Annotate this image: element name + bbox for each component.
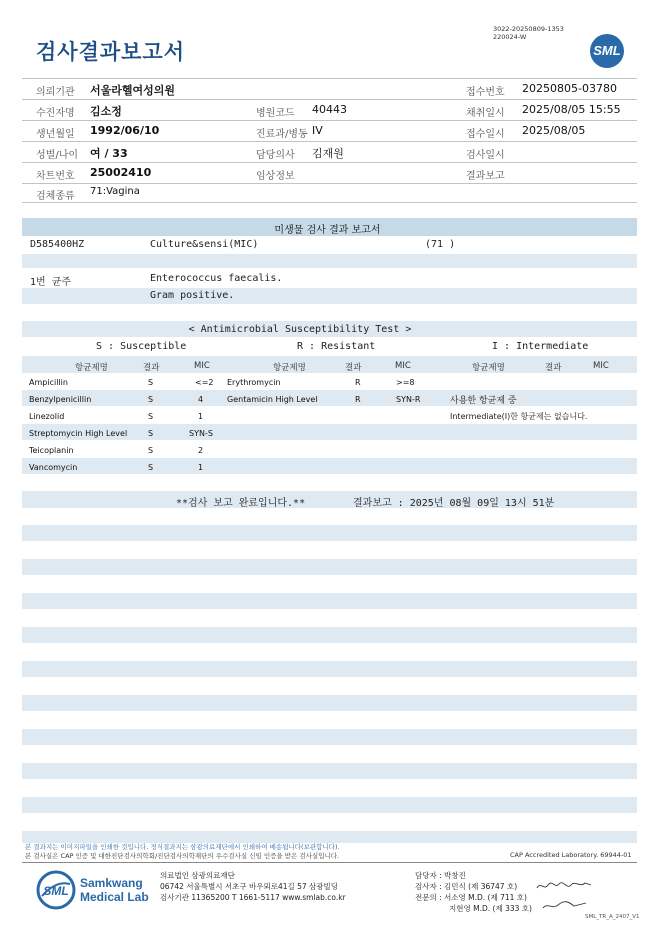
test-name: Culture&sensi(MIC) (150, 239, 259, 250)
drug-result: S (148, 412, 154, 421)
drug-name: Erythromycin (227, 378, 281, 387)
divider (22, 202, 637, 203)
signature-icon (540, 898, 590, 912)
dept-value: IV (312, 124, 323, 137)
drug-result: S (148, 446, 154, 455)
divider (22, 99, 637, 100)
report-title: 검사결과보고서 (36, 40, 186, 64)
receipt-no-label: 접수번호 (466, 87, 505, 98)
divider (22, 862, 637, 863)
hospital-code-value: 40443 (312, 103, 347, 116)
birth-value: 1992/06/10 (90, 124, 160, 137)
institution-value: 서울라헬여성의원 (90, 84, 176, 97)
receipt-date-value: 2025/08/05 (522, 124, 586, 137)
staff-specialist-2: 지현영 M.D. (제 333 호) (449, 904, 532, 913)
clinical-label: 임상정보 (256, 171, 295, 182)
doctor-label: 담당의사 (256, 150, 295, 161)
col-drug-3: 항균제명 (472, 363, 505, 373)
test-number: (71 ) (425, 239, 456, 250)
dept-label: 진료과/병동 (256, 129, 308, 140)
stripe (22, 695, 637, 711)
stripe (22, 458, 637, 474)
specimen-value: 71:Vagina (90, 186, 140, 197)
drug-mic: >=8 (396, 378, 415, 387)
org-info (160, 870, 346, 903)
collection-date-label: 채취일시 (466, 108, 505, 119)
legend-resistant: R : Resistant (297, 341, 376, 352)
drug-result: R (355, 378, 361, 387)
drug-mic: 1 (198, 412, 204, 421)
drug-mic: 4 (198, 395, 204, 404)
intermediate-note-line1: 사용한 항균제 중 (450, 396, 517, 406)
stripe (22, 254, 637, 268)
lab-info: 검사기관 11365200 T 1661-5117 www.smlab.co.kr (160, 893, 346, 902)
patient-value: 김소정 (90, 105, 122, 118)
stripe (22, 661, 637, 677)
col-result-2: 결과 (345, 363, 362, 373)
sml-logo-icon: SML (590, 34, 624, 68)
chart-label: 차트번호 (36, 171, 75, 182)
col-mic-1: MIC (194, 361, 210, 371)
drug-result: S (148, 429, 154, 438)
drug-name: Streptomycin High Level (29, 429, 128, 438)
col-drug-2: 항균제명 (273, 363, 306, 373)
drug-result: S (148, 395, 154, 404)
test-code: D585400HZ (30, 239, 85, 250)
test-date-label: 검사일시 (466, 150, 505, 161)
drug-name: Teicoplanin (29, 446, 74, 455)
drug-name: Ampicillin (29, 378, 68, 387)
specimen-label: 검체종류 (36, 191, 75, 202)
result-report-label: 결과보고 (466, 171, 505, 182)
drug-result: R (355, 395, 361, 404)
organism-label: 1번 균주 (30, 277, 72, 288)
divider (22, 141, 637, 142)
birth-label: 생년월일 (36, 129, 75, 140)
brand-name-line1: Samkwang (80, 876, 143, 890)
brand-name (80, 876, 149, 904)
drug-mic: <=2 (195, 378, 214, 387)
document-id (493, 25, 564, 41)
report-time: 결과보고 : 2025년 08월 09일 13시 51분 (353, 498, 555, 509)
institution-label: 의뢰기관 (36, 87, 75, 98)
stripe (22, 559, 637, 575)
stripe (22, 525, 637, 541)
form-code: SML_TR_A_2407_V1 (585, 914, 640, 920)
footer-notice-1: 본 결과지는 이미지파일을 인쇄한 것입니다. 정식결과지는 삼광의료재단에서 인쇄하여 배송됩니다(보관합니다). (25, 843, 340, 851)
divider (22, 120, 637, 121)
svg-text:SML: SML (43, 884, 69, 898)
col-result-3: 결과 (545, 363, 562, 373)
org-address: 06742 서울특별시 서초구 바우뫼로41길 57 삼광빌딩 (160, 882, 339, 891)
drug-name: Vancomycin (29, 463, 78, 472)
sml-logo-icon (36, 870, 76, 910)
chart-value: 25002410 (90, 166, 152, 179)
stripe (22, 729, 637, 745)
hospital-code-label: 병원코드 (256, 108, 295, 119)
stripe (22, 797, 637, 813)
stripe (22, 288, 637, 304)
stripe (22, 593, 637, 609)
col-drug-1: 항균제명 (75, 363, 108, 373)
drug-mic: 1 (198, 463, 204, 472)
footer-notice-2: 본 검사실은 CAP 인증 및 대한진단검사의학회/진단검사의학재단의 우수검사실 신임 인증을 받은 검사실입니다. (25, 852, 340, 860)
drug-name: Benzylpenicillin (29, 395, 92, 404)
doctor-value: 김재원 (312, 147, 344, 160)
staff-info (415, 870, 532, 914)
drug-mic: 2 (198, 446, 204, 455)
gram-stain: Gram positive. (150, 290, 235, 301)
col-result-1: 결과 (143, 363, 160, 373)
legend-intermediate: I : Intermediate (492, 341, 589, 352)
collection-date-value: 2025/08/05 15:55 (522, 103, 621, 116)
drug-result: S (148, 378, 154, 387)
staff-tester: 검사자 : 김민식 (제 36747 호) (415, 882, 518, 891)
micro-section-title: 미생물 검사 결과 보고서 (274, 225, 381, 236)
stripe (22, 763, 637, 779)
organism-name: Enterococcus faecalis. (150, 273, 283, 284)
receipt-date-label: 접수일시 (466, 129, 505, 140)
document-id-line2: 220024-W (493, 33, 527, 41)
sex-age-value: 여 / 33 (90, 147, 128, 160)
receipt-no-value: 20250805-03780 (522, 82, 617, 95)
patient-label: 수진자명 (36, 108, 75, 119)
drug-name: Gentamicin High Level (227, 395, 318, 404)
report-complete-text: **검사 보고 완료입니다.** (176, 498, 306, 509)
staff-contact: 담당자 : 박창진 (415, 871, 466, 880)
divider (22, 78, 637, 79)
document-id-line1: 3022-20250809-1353 (493, 25, 564, 33)
col-mic-2: MIC (395, 361, 411, 371)
drug-mic: SYN-R (396, 395, 421, 404)
drug-result: S (148, 463, 154, 472)
ast-title: < Antimicrobial Susceptibility Test > (188, 324, 412, 335)
col-mic-3: MIC (593, 361, 609, 371)
drug-mic: SYN-S (189, 429, 213, 438)
brand-name-line2: Medical Lab (80, 890, 149, 904)
divider (22, 162, 637, 163)
cap-accreditation: CAP Accredited Laboratory. 69944-01 (510, 851, 632, 859)
sex-age-label: 성별/나이 (36, 150, 79, 161)
staff-specialist-1: 전문의 : 서소영 M.D. (제 711 호) (415, 893, 527, 902)
legend-susceptible: S : Susceptible (96, 341, 187, 352)
stripe (22, 390, 637, 406)
drug-name: Linezolid (29, 412, 65, 421)
stripe (22, 627, 637, 643)
org-name: 의료법인 삼광의료재단 (160, 871, 235, 880)
signature-icon (535, 879, 595, 893)
divider (22, 183, 637, 184)
intermediate-note-line2: Intermediate(I)한 항균제는 없습니다. (450, 412, 588, 421)
